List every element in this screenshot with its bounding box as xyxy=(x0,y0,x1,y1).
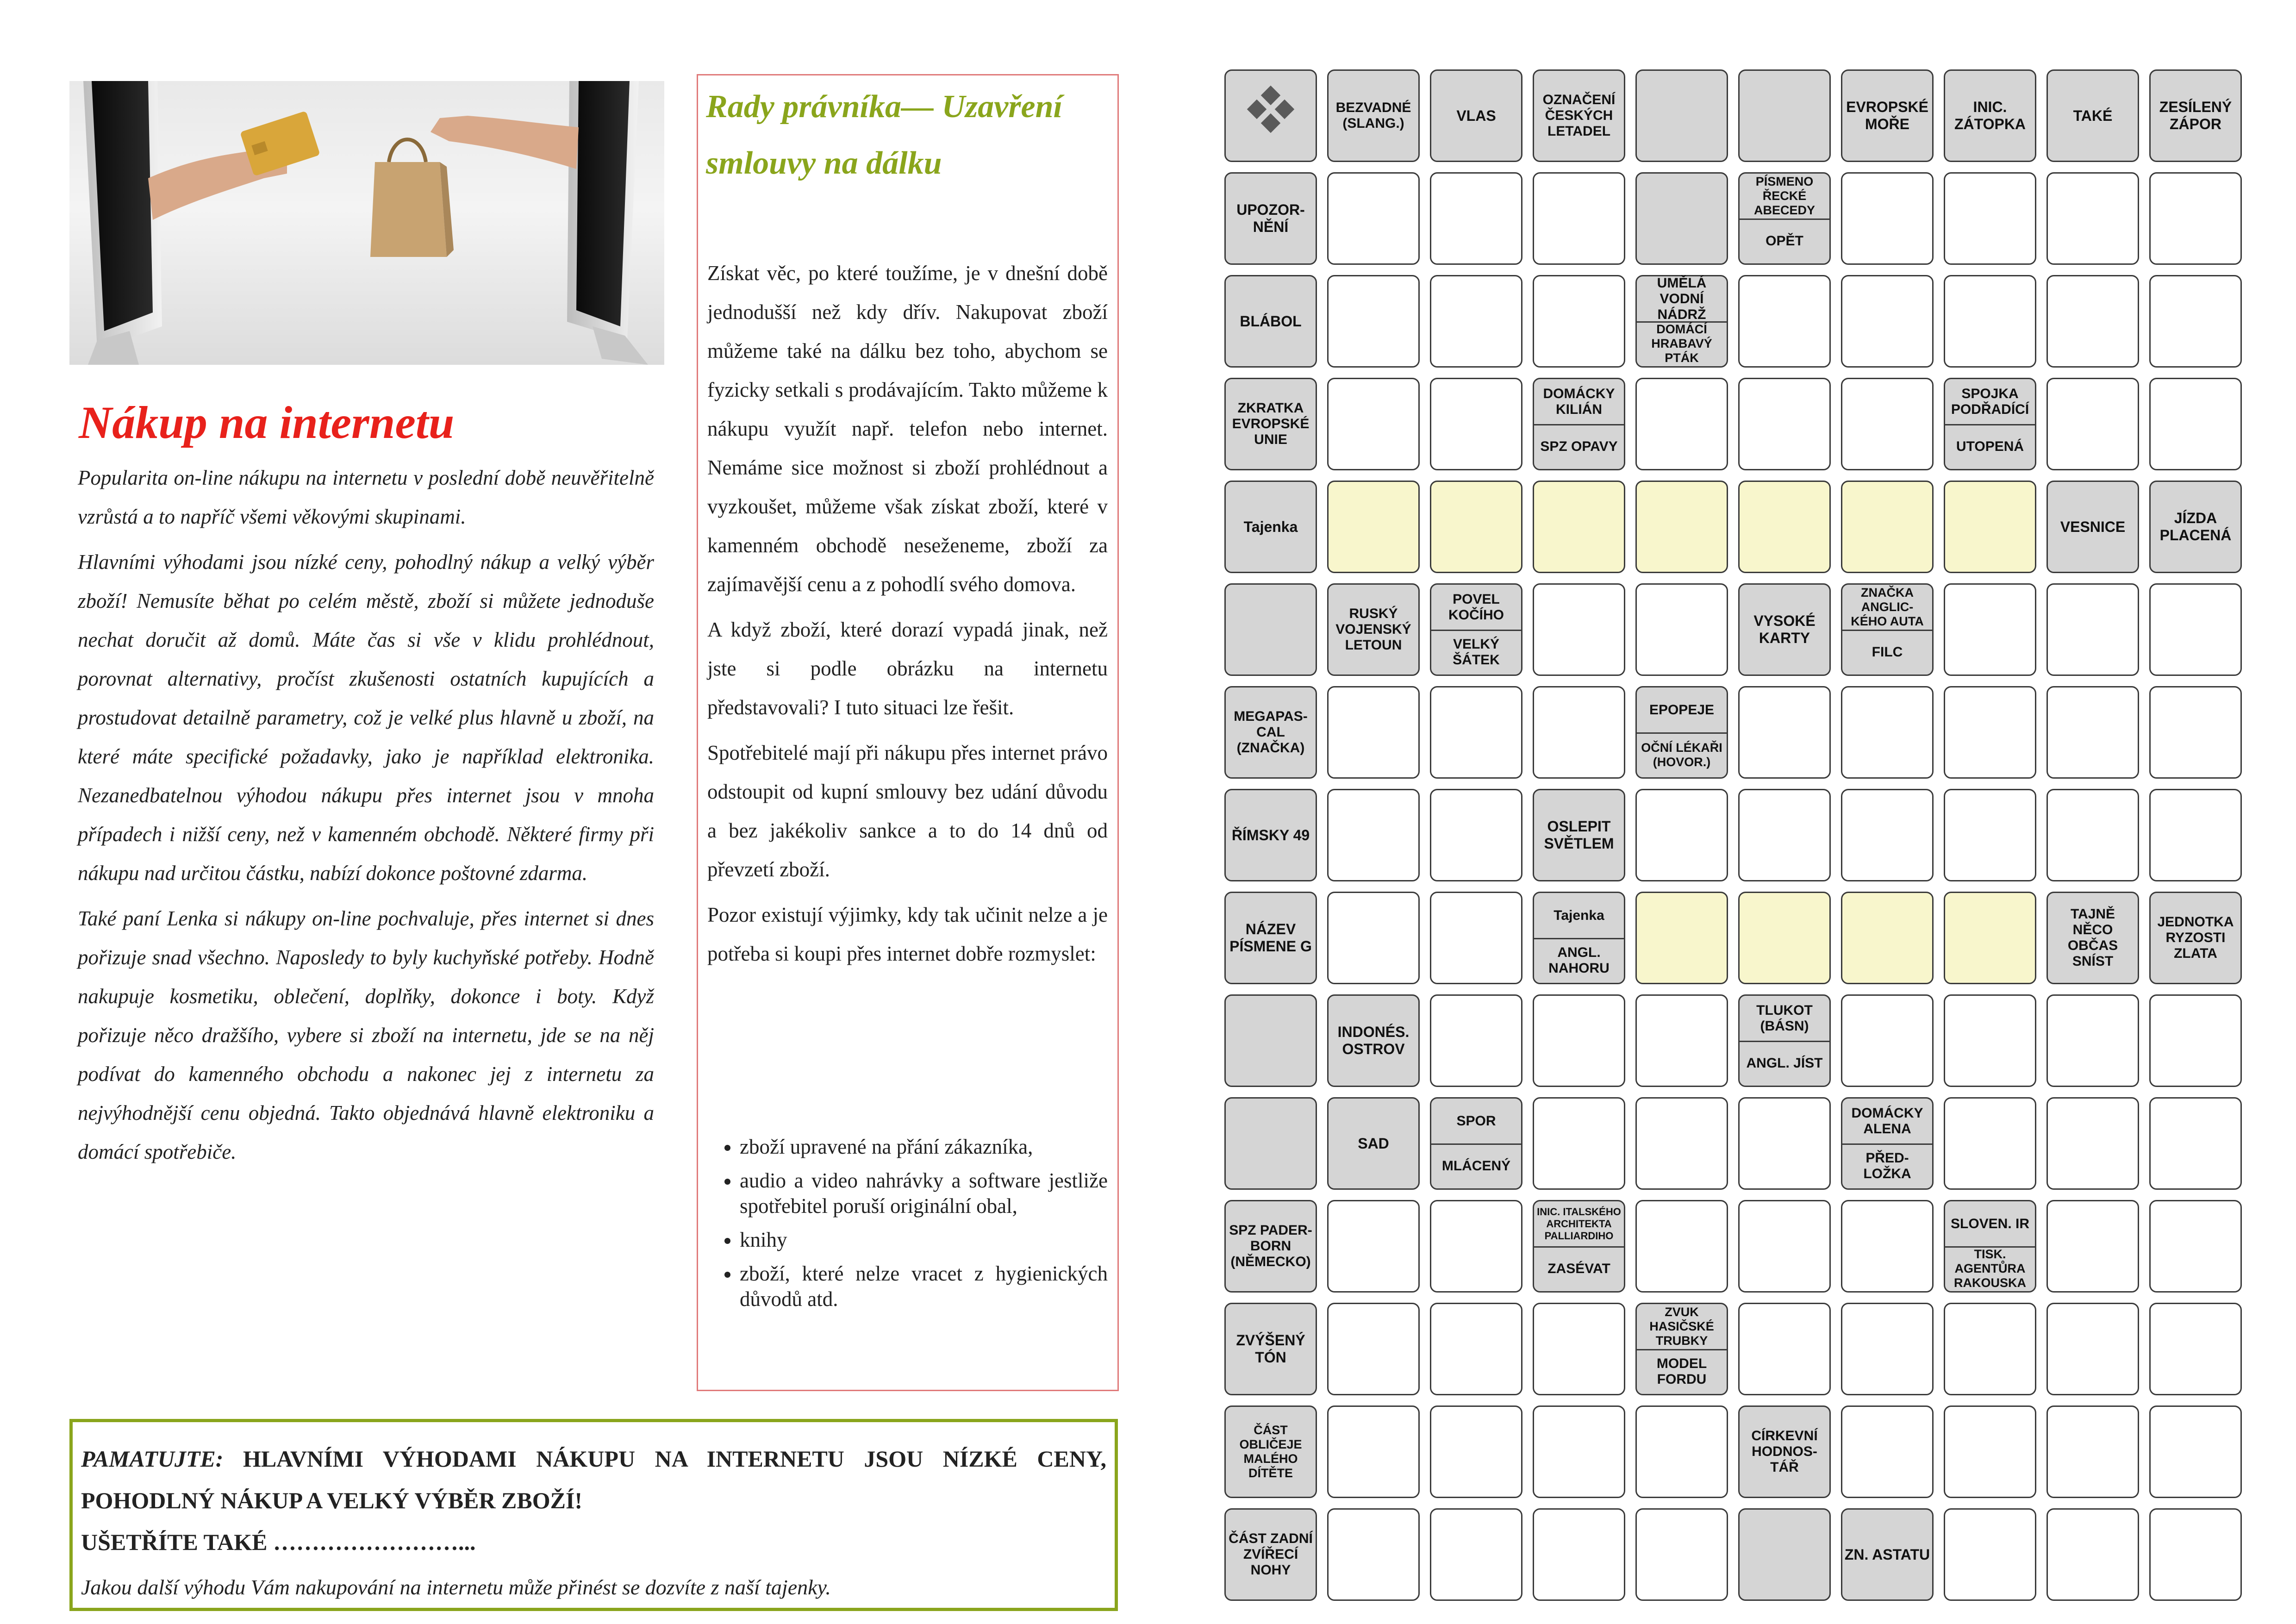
crossword-empty-cell[interactable] xyxy=(1738,1303,1831,1395)
advice-paragraph: A když zboží, které dorazí vypadá jinak, než jste si podle obrázku na internetu představovali? I tuto situaci lze řešit. xyxy=(707,618,1108,719)
clue-text: SPOR xyxy=(1456,1113,1496,1129)
crossword-empty-cell[interactable] xyxy=(2046,1405,2139,1498)
article-photo xyxy=(69,81,664,365)
clue-text: MEGAPAS- CAL (ZNAČKA) xyxy=(1234,709,1308,756)
article-paragraph: Popularita on-line nákupu na internetu v poslední době neuvěřitelně vzrůstá a to napříč všemi věkovými skupinami. xyxy=(78,466,654,528)
clue-text: OSLEPIT SVĚTLEM xyxy=(1544,818,1614,852)
crossword-answer-cell[interactable] xyxy=(1533,481,1625,573)
crossword-clue-cell xyxy=(1944,1200,2036,1293)
crossword-clue-cell xyxy=(2149,481,2242,573)
crossword-clue-cell xyxy=(1841,583,1934,676)
clue-text: ZASÉVAT xyxy=(1547,1261,1610,1276)
crossword-empty-cell[interactable] xyxy=(1430,994,1522,1087)
crossword-empty-cell[interactable] xyxy=(1841,789,1934,881)
crossword-clue-cell xyxy=(2046,481,2139,573)
crossword-empty-cell[interactable] xyxy=(2149,172,2242,265)
clue-text: TAJNĚ NĚCO OBČAS SNÍST xyxy=(2067,906,2118,969)
crossword-clue-cell xyxy=(2149,69,2242,162)
crossword-empty-cell[interactable] xyxy=(1430,1303,1522,1395)
clue-text: POVEL KOČÍHO xyxy=(1448,591,1504,623)
clue-text: DOMÁCÍ HRABAVÝ PTÁK xyxy=(1651,322,1712,365)
clue-text: NÁZEV PÍSMENE G xyxy=(1229,921,1312,955)
crossword-empty-cell[interactable] xyxy=(2149,686,2242,779)
clue-text: TLUKOT (BÁSN) xyxy=(1756,1002,1813,1034)
clue-text: TAKÉ xyxy=(2073,107,2113,124)
clue-text: DOMÁCKY ALENA xyxy=(1851,1105,1923,1137)
crossword-empty-cell[interactable] xyxy=(2046,1303,2139,1395)
shopping-bag-icon xyxy=(370,162,447,257)
clue-text: EVROPSKÉ MOŘE xyxy=(1846,99,1928,132)
crossword-empty-cell[interactable] xyxy=(2149,275,2242,368)
clue-text: FILC xyxy=(1872,644,1903,660)
crossword-clue-cell xyxy=(1224,1405,1317,1498)
crossword-empty-cell[interactable] xyxy=(1430,172,1522,265)
crossword-empty-cell[interactable] xyxy=(2149,1405,2242,1498)
crossword-clue-cell xyxy=(1327,1097,1420,1190)
crossword-empty-cell[interactable] xyxy=(1841,1200,1934,1293)
remember-lead: PAMATUJTE: xyxy=(81,1446,224,1472)
crossword-clue-cell xyxy=(1738,583,1831,676)
crossword-empty-cell[interactable] xyxy=(1738,686,1831,779)
crossword-clue-cell xyxy=(1841,1508,1934,1601)
clue-text: ZKRATKA EVROPSKÉ UNIE xyxy=(1232,400,1310,447)
crossword-clue-cell xyxy=(1327,69,1420,162)
clue-text: JÍZDA PLACENÁ xyxy=(2159,510,2232,543)
crossword-empty-cell[interactable] xyxy=(1841,275,1934,368)
clue-text: TISK. AGENTŮRA RAKOUSKA xyxy=(1953,1247,2026,1290)
crossword-empty-cell[interactable] xyxy=(1841,378,1934,470)
crossword-empty-cell[interactable] xyxy=(1944,1097,2036,1190)
crossword-empty-cell[interactable] xyxy=(1327,1508,1420,1601)
clue-text: EPOPEJE xyxy=(1649,702,1715,718)
crossword-answer-cell[interactable] xyxy=(1841,892,1934,984)
clue-text: ČÁST ZADNÍ ZVÍŘECÍ NOHY xyxy=(1229,1531,1313,1578)
crossword-clue-cell xyxy=(2149,892,2242,984)
clue-text: INIC. ZÁTOPKA xyxy=(1954,99,2026,132)
crossword-clue-cell xyxy=(1224,1303,1317,1395)
crossword-empty-cell[interactable] xyxy=(1635,1097,1728,1190)
clue-text: MODEL FORDU xyxy=(1656,1355,1707,1387)
online-shopping-illustration xyxy=(69,81,664,365)
crossword-clue-cell xyxy=(1430,1097,1522,1190)
clue-text: VESNICE xyxy=(2060,518,2126,535)
crossword-empty-cell[interactable] xyxy=(1533,994,1625,1087)
clue-text: BEZVADNÉ (SLANG.) xyxy=(1335,100,1411,131)
crossword-clue-cell xyxy=(1224,994,1317,1087)
crossword-empty-cell[interactable] xyxy=(1533,275,1625,368)
crossword-clue-cell xyxy=(1944,69,2036,162)
crossword-answer-cell[interactable] xyxy=(1430,481,1522,573)
crossword-empty-cell[interactable] xyxy=(1327,686,1420,779)
remember-headline xyxy=(81,1438,1106,1521)
crossword-clue-cell xyxy=(1224,789,1317,881)
clue-text: ANGL. NAHORU xyxy=(1548,944,1610,976)
crossword-clue-cell xyxy=(1841,69,1934,162)
clue-text: ZNAČKA ANGLIC- KÉHO AUTA xyxy=(1851,586,1924,628)
crossword-empty-cell[interactable] xyxy=(1533,1508,1625,1601)
crossword-empty-cell[interactable] xyxy=(2046,1097,2139,1190)
crossword-empty-cell[interactable] xyxy=(1635,378,1728,470)
crossword-empty-cell[interactable] xyxy=(1327,1200,1420,1293)
crossword-empty-cell[interactable] xyxy=(1738,1097,1831,1190)
crossword-empty-cell[interactable] xyxy=(1327,172,1420,265)
crossword-clue-cell xyxy=(1224,1508,1317,1601)
crossword-clue-cell xyxy=(1224,1097,1317,1190)
clue-text: PÍSMENO ŘECKÉ ABECEDY xyxy=(1753,175,1816,217)
clue-text: OPĚT xyxy=(1766,233,1803,249)
clue-text: SAD xyxy=(1358,1135,1389,1152)
crossword-empty-cell[interactable] xyxy=(1533,1405,1625,1498)
crossword-empty-cell[interactable] xyxy=(1430,1508,1522,1601)
clue-text: MLÁCENÝ xyxy=(1441,1158,1511,1174)
lawyer-advice-body xyxy=(707,254,1108,980)
crossword-clue-cell xyxy=(1430,583,1522,676)
crossword-empty-cell[interactable] xyxy=(2149,378,2242,470)
exception-item: • zboží upravené na přání zákazníka, xyxy=(740,1134,1108,1160)
crossword-answer-cell[interactable] xyxy=(1841,481,1934,573)
advice-paragraph: Pozor existují výjimky, kdy tak učinit nelze a je potřeba si koupi přes internet dobře rozmyslet: xyxy=(707,903,1108,965)
article-title: Nákup na internetu xyxy=(79,397,455,448)
clue-text: PŘED- LOŽKA xyxy=(1863,1150,1911,1181)
crossword-answer-cell[interactable] xyxy=(1944,892,2036,984)
crossword-empty-cell[interactable] xyxy=(1944,172,2036,265)
crossword-empty-cell[interactable] xyxy=(1944,1508,2036,1601)
crossword-corner-cell xyxy=(1224,69,1317,162)
exception-item: • knihy xyxy=(740,1227,1108,1253)
clue-text: UPOZOR- NĚNÍ xyxy=(1236,201,1305,235)
crossword-empty-cell[interactable] xyxy=(1944,686,2036,779)
crossword-clue-cell xyxy=(1841,1097,1934,1190)
crossword-empty-cell[interactable] xyxy=(1944,789,2036,881)
crossword-empty-cell[interactable] xyxy=(2149,583,2242,676)
crossword-clue-cell xyxy=(1738,1508,1831,1601)
crossword-empty-cell[interactable] xyxy=(1738,275,1831,368)
crossword-empty-cell[interactable] xyxy=(1430,686,1522,779)
crossword-empty-cell[interactable] xyxy=(1533,1097,1625,1190)
crossword-empty-cell[interactable] xyxy=(1635,1508,1728,1601)
crossword-empty-cell[interactable] xyxy=(1430,789,1522,881)
clue-text: JEDNOTKA RYZOSTI ZLATA xyxy=(2157,914,2234,961)
crossword-clue-cell xyxy=(1224,1200,1317,1293)
crossword-empty-cell[interactable] xyxy=(2046,994,2139,1087)
crossword-clue-cell xyxy=(1533,892,1625,984)
remember-main-text: HLAVNÍMI VÝHODAMI NÁKUPU NA INTERNETU JSOU NÍZKÉ CENY, POHODLNÝ NÁKUP A VELKÝ VÝBĚR ZBOŽÍ! xyxy=(81,1446,1107,1513)
crossword-clue-cell xyxy=(1635,686,1728,779)
crossword-clue-cell xyxy=(1327,583,1420,676)
clue-text: ZVÝŠENÝ TÓN xyxy=(1236,1332,1305,1366)
remember-savings-line: UŠETŘÍTE TAKÉ ……………………... xyxy=(81,1529,476,1555)
crossword-clue-cell xyxy=(1635,172,1728,265)
crossword-clue-cell xyxy=(1533,69,1625,162)
clue-text: SLOVEN. IR xyxy=(1950,1216,2030,1231)
exception-item: • audio a video nahrávky a software jestliže spotřebitel poruší originální obal, xyxy=(740,1168,1108,1219)
crossword-empty-cell[interactable] xyxy=(1841,994,1934,1087)
crossword-clue-cell xyxy=(1224,275,1317,368)
crossword-clue-cell xyxy=(1224,892,1317,984)
crossword-empty-cell[interactable] xyxy=(2149,1508,2242,1601)
credit-card-icon xyxy=(240,111,320,176)
crossword-clue-cell xyxy=(1635,69,1728,162)
lawyer-advice-title: Rady právníka— Uzavření smlouvy na dálku xyxy=(706,89,1062,181)
crossword-answer-cell[interactable] xyxy=(1327,481,1420,573)
crossword-empty-cell[interactable] xyxy=(2149,1303,2242,1395)
crossword-empty-cell[interactable] xyxy=(2149,1200,2242,1293)
crossword-clue-cell xyxy=(1738,172,1831,265)
crossword-clue-cell xyxy=(1430,69,1522,162)
crossword-empty-cell[interactable] xyxy=(1841,686,1934,779)
crossword-clue-cell xyxy=(1224,686,1317,779)
clue-text: ČÁST OBLIČEJE MALÉHO DÍTĚTE xyxy=(1239,1423,1302,1480)
crossword-clue-cell xyxy=(1635,1303,1728,1395)
clue-text: VLAS xyxy=(1456,107,1496,124)
clue-text: Tajenka xyxy=(1243,518,1298,535)
crossword-answer-cell[interactable] xyxy=(1738,892,1831,984)
crossword-empty-cell[interactable] xyxy=(2046,378,2139,470)
clue-text: ANGL. JÍST xyxy=(1746,1055,1823,1071)
diamond-logo-icon xyxy=(1226,71,1316,161)
exception-item: • zboží, které nelze vracet z hygienických důvodů atd. xyxy=(740,1261,1108,1312)
clue-text: UTOPENÁ xyxy=(1956,438,2024,454)
crossword-empty-cell[interactable] xyxy=(1327,789,1420,881)
crossword-empty-cell[interactable] xyxy=(1327,275,1420,368)
clue-text: CÍRKEVNÍ HODNOS- TÁŘ xyxy=(1751,1428,1818,1475)
crossword-empty-cell[interactable] xyxy=(1430,1405,1522,1498)
crossword-empty-cell[interactable] xyxy=(1635,789,1728,881)
crossword-empty-cell[interactable] xyxy=(2046,583,2139,676)
article-paragraph: Hlavními výhodami jsou nízké ceny, pohodlný nákup a velký výběr zboží! Nemusíte běhat po celém městě, zboží si můžete jednoduše nechat doručit až domů. Máte čas si vše v klidu prohlédnout, porovnat alternativy, pročíst zkušenosti ostatních kupujících a prostudovat detailně parametry, což je velké plus hlavně u zboží, na které máte specifické požadavky, jako je například elektronika. Nezanedbatelnou výhodou nákupu přes internet jsou v mnoha případech i nižší ceny, než v kamenném obchodě. Některé firmy při nákupu nad určitou částku, nabízí dokonce poštovné zdarma. xyxy=(78,550,654,885)
crossword-clue-cell xyxy=(1224,481,1317,573)
crossword-empty-cell[interactable] xyxy=(1327,892,1420,984)
clue-text: RUSKÝ VOJENSKÝ LETOUN xyxy=(1335,606,1411,653)
crossword-empty-cell[interactable] xyxy=(1430,1200,1522,1293)
exceptions-list xyxy=(707,1134,1108,1320)
crossword-empty-cell[interactable] xyxy=(1944,275,2036,368)
crossword-answer-cell[interactable] xyxy=(1944,481,2036,573)
crossword-empty-cell[interactable] xyxy=(1944,994,2036,1087)
crossword-clue-cell xyxy=(1224,378,1317,470)
crossword-clue-cell xyxy=(1635,275,1728,368)
crossword-clue-cell xyxy=(1533,789,1625,881)
crossword-clue-cell xyxy=(1533,378,1625,470)
crossword-clue-cell xyxy=(1738,994,1831,1087)
crossword-empty-cell[interactable] xyxy=(1533,686,1625,779)
crossword-empty-cell[interactable] xyxy=(1635,583,1728,676)
crossword-empty-cell[interactable] xyxy=(1430,275,1522,368)
crossword-empty-cell[interactable] xyxy=(2046,1508,2139,1601)
clue-text: VELKÝ ŠÁTEK xyxy=(1453,636,1500,668)
crossword-answer-cell[interactable] xyxy=(1635,892,1728,984)
clue-text: SPOJKA PODŘADÍCÍ xyxy=(1951,386,2029,417)
remember-hint: Jakou další výhodu Vám nakupování na internetu může přinést se dozvíte z naší tajenky. xyxy=(81,1575,831,1599)
crossword-clue-cell xyxy=(1738,69,1831,162)
crossword-empty-cell[interactable] xyxy=(1327,1405,1420,1498)
crossword-empty-cell[interactable] xyxy=(2149,789,2242,881)
crossword-empty-cell[interactable] xyxy=(1944,1303,2036,1395)
crossword-empty-cell[interactable] xyxy=(1327,1303,1420,1395)
crossword-empty-cell[interactable] xyxy=(1944,583,2036,676)
crossword-empty-cell[interactable] xyxy=(2149,1097,2242,1190)
clue-text: UMĚLÁ VODNÍ NÁDRŽ xyxy=(1657,275,1707,322)
crossword-empty-cell[interactable] xyxy=(1327,378,1420,470)
crossword-empty-cell[interactable] xyxy=(1841,1303,1934,1395)
crossword-empty-cell[interactable] xyxy=(1738,1200,1831,1293)
crossword-empty-cell[interactable] xyxy=(1533,172,1625,265)
crossword-clue-cell xyxy=(1327,994,1420,1087)
crossword-empty-cell[interactable] xyxy=(1944,1405,2036,1498)
remember-box xyxy=(69,1419,1118,1611)
article-paragraph: Také paní Lenka si nákupy on-line pochvaluje, přes internet si dnes pořizuje snad všechno. Naposledy to byly kuchyňské potřeby. Hodně nakupuje kosmetiku, oblečení, doplňky, dokonce i boty. Když pořizuje něco dražšího, vybere si zboží na internetu, jde se na něj podívat do kamenného obchodu a nakonec jej z internetu za nejvýhodnější cenu objedná. Takto objednává hlavně elektroniku a domácí spotřebiče. xyxy=(78,907,654,1163)
crossword-empty-cell[interactable] xyxy=(2046,1200,2139,1293)
crossword-empty-cell[interactable] xyxy=(1533,583,1625,676)
clue-text: ZESÍLENÝ ZÁPOR xyxy=(2159,99,2232,132)
crossword-clue-cell xyxy=(1533,1200,1625,1293)
right-hand xyxy=(430,116,579,169)
clue-text: VYSOKÉ KARTY xyxy=(1753,612,1816,646)
crossword-empty-cell[interactable] xyxy=(2149,994,2242,1087)
crossword-empty-cell[interactable] xyxy=(1635,994,1728,1087)
crossword-empty-cell[interactable] xyxy=(1635,1200,1728,1293)
crossword-empty-cell[interactable] xyxy=(1841,172,1934,265)
clue-text: OČNÍ LÉKAŘI (HOVOR.) xyxy=(1641,740,1722,769)
crossword-clue-cell xyxy=(1738,1405,1831,1498)
clue-text: Tajenka xyxy=(1554,907,1604,923)
clue-text: ZVUK HASIČSKÉ TRUBKY xyxy=(1649,1305,1714,1348)
clue-text: INDONÉS. OSTROV xyxy=(1337,1024,1410,1057)
crossword-clue-cell xyxy=(2046,892,2139,984)
clue-text: SPZ PADER- BORN (NĚMECKO) xyxy=(1229,1223,1312,1269)
article-body xyxy=(78,458,654,1178)
clue-text: BLÁBOL xyxy=(1240,312,1302,330)
clue-text: SPZ OPAVY xyxy=(1540,438,1618,454)
advice-paragraph: Spotřebitelé mají při nákupu přes internet právo odstoupit od kupní smlouvy bez udání důvodu a bez jakékoliv sankce a to do 14 dnů od převzetí zboží. xyxy=(707,741,1108,881)
crossword-clue-cell xyxy=(2046,69,2139,162)
crossword-empty-cell[interactable] xyxy=(1430,892,1522,984)
crossword-clue-cell xyxy=(1944,378,2036,470)
crossword-empty-cell[interactable] xyxy=(1533,1303,1625,1395)
crossword-empty-cell[interactable] xyxy=(2046,275,2139,368)
clue-text: DOMÁCKY KILIÁN xyxy=(1543,386,1615,417)
clue-text: ZN. ASTATU xyxy=(1844,1546,1930,1563)
clue-text: INIC. ITALSKÉHO ARCHITEKTA PALLIARDIHO xyxy=(1537,1206,1621,1242)
right-monitor-screen xyxy=(576,81,630,326)
crossword-empty-cell[interactable] xyxy=(2046,789,2139,881)
crossword-empty-cell[interactable] xyxy=(1635,1405,1728,1498)
crossword-empty-cell[interactable] xyxy=(1738,378,1831,470)
advice-paragraph: Získat věc, po které toužíme, je v dnešní době jednodušší než kdy dřív. Nakupovat zboží můžeme také na dálku bez toho, abychom se fyzicky setkali s prodávajícím. Takto můžeme k nákupu využít např. telefon nebo internet. Nemáme sice možnost si zboží prohlédnout a vyzkoušet, můžeme však získat zboží, které v kamenném obchodě neseženeme, zboží za zajímavější cenu a z pohodlí svého domova. xyxy=(707,262,1108,596)
crossword-clue-cell xyxy=(1224,172,1317,265)
clue-text: OZNAČENÍ ČESKÝCH LETADEL xyxy=(1542,92,1616,139)
crossword-answer-cell[interactable] xyxy=(1738,481,1831,573)
clue-text: ŘÍMSKY 49 xyxy=(1231,826,1310,843)
crossword-clue-cell xyxy=(1224,583,1317,676)
crossword-empty-cell[interactable] xyxy=(1841,1405,1934,1498)
crossword-empty-cell[interactable] xyxy=(1430,378,1522,470)
crossword-empty-cell[interactable] xyxy=(2046,686,2139,779)
crossword-answer-cell[interactable] xyxy=(1635,481,1728,573)
crossword-empty-cell[interactable] xyxy=(1738,789,1831,881)
crossword-empty-cell[interactable] xyxy=(2046,172,2139,265)
